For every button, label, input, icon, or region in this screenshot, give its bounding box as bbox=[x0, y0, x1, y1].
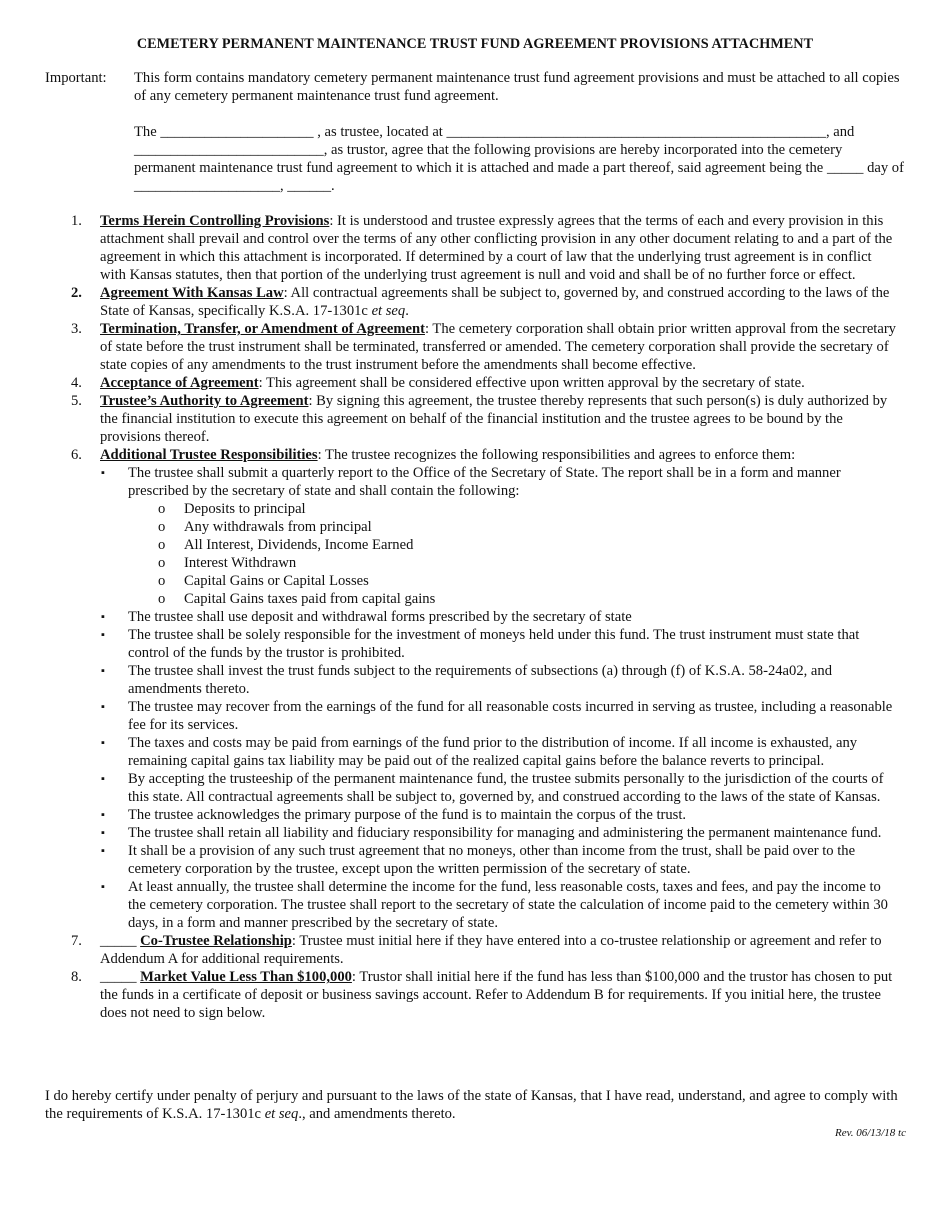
circle-bullet-icon: o bbox=[158, 519, 166, 535]
agreement-year-blank[interactable]: ______ bbox=[287, 178, 332, 194]
circle-bullet-icon: o bbox=[158, 591, 166, 607]
list-item: o Deposits to principal bbox=[158, 501, 306, 517]
provision-1 bbox=[0, 212, 900, 284]
list-item: ▪ The trustee shall use deposit and withdrawal forms prescribed by the secretary of state bbox=[101, 609, 632, 625]
provision-number: 1. bbox=[71, 213, 82, 229]
list-item: o All Interest, Dividends, Income Earned bbox=[158, 537, 414, 553]
circle-bullet-icon: o bbox=[158, 555, 166, 571]
provision-heading: Agreement With Kansas Law bbox=[100, 285, 284, 301]
square-bullet-icon: ▪ bbox=[101, 665, 105, 677]
co-trustee-initial-blank[interactable]: _____ bbox=[100, 933, 137, 949]
revision-note: Rev. 06/13/18 tc bbox=[835, 1127, 906, 1139]
provision-heading: Terms Herein Controlling Provisions bbox=[100, 213, 330, 229]
provision-text: : By signing this agreement, the trustee thereby represents that such person(s) is duly authorized by the financial institution to execute this agreement on behalf of the financial institution and the trustee agrees to be bound by the provisions thereof. bbox=[100, 393, 888, 445]
list-item: ▪ The taxes and costs may be paid from earnings of the fund prior to the distribution of income. If all income is exhausted, any remaining capital gains tax liability may be paid out of the realized capital gains before the balance reverts to principal. bbox=[101, 735, 858, 769]
agreement-month-blank[interactable]: ____________________ bbox=[134, 178, 280, 194]
certification-statement: I do hereby certify under penalty of perjury and pursuant to the laws of the state of Kansas, that I have read, understand, and agree to comply with the requirements of K.S.A. 17-1301c et seq., and amendments thereto. bbox=[45, 1088, 898, 1122]
circle-bullet-icon: o bbox=[158, 537, 166, 553]
provision-number: 7. bbox=[71, 933, 82, 949]
provision-6 bbox=[0, 446, 900, 932]
report-items-list bbox=[128, 500, 900, 608]
important-label: Important: bbox=[45, 70, 107, 86]
list-item: o Interest Withdrawn bbox=[158, 555, 297, 571]
et-seq-italic: et seq bbox=[371, 303, 406, 319]
provision-text: : The cemetery corporation shall obtain prior written approval from the secretary of state before the trust instrument shall be terminated, transferred or amended. The cemetery corporation shall provide the secretary of state copies of any amendments to the trust instrument before the amendments shall become effective. bbox=[100, 321, 896, 373]
provision-5 bbox=[0, 392, 900, 446]
provision-heading: Acceptance of Agreement bbox=[100, 375, 259, 391]
provisions-list bbox=[0, 212, 950, 1022]
list-item: ▪ It shall be a provision of any such trust agreement that no moneys, other than income from the trust, shall be paid over to the cemetery corporation by the trustee, except upon the written permission of the secretary of state. bbox=[101, 843, 856, 877]
square-bullet-icon: ▪ bbox=[101, 629, 105, 641]
provision-heading: Termination, Transfer, or Amendment of Agreement bbox=[100, 321, 425, 337]
market-value-initial-blank[interactable]: _____ bbox=[100, 969, 137, 985]
provision-8 bbox=[0, 968, 900, 1022]
provision-2: 2. Agreement With Kansas Law: All contractual agreements shall be subject to, governed by, and construed according to the laws of the State of Kansas, specifically K.S.A. 17-1301c et seq. bbox=[71, 285, 890, 319]
list-item: ▪ The trustee acknowledges the primary purpose of the fund is to maintain the corpus of the trust. bbox=[101, 807, 687, 823]
provision-heading: Market Value Less Than $100,000 bbox=[140, 969, 352, 985]
provision-number: 8. bbox=[71, 969, 82, 985]
provision-text: : The trustee recognizes the following responsibilities and agrees to enforce them: bbox=[317, 447, 796, 463]
list-item: ▪ The trustee shall be solely responsible for the investment of moneys held under this fund. The trust instrument must state that control of the funds by the trustor is prohibited. bbox=[101, 627, 860, 661]
square-bullet-icon: ▪ bbox=[101, 845, 105, 857]
provision-number: 3. bbox=[71, 321, 82, 337]
trustor-name-blank[interactable]: __________________________ bbox=[134, 142, 324, 158]
square-bullet-icon: ▪ bbox=[101, 701, 105, 713]
provision-text: : This agreement shall be considered effective upon written approval by the secretary of state. bbox=[258, 375, 805, 391]
square-bullet-icon: ▪ bbox=[101, 467, 105, 479]
list-item: ▪ The trustee may recover from the earnings of the fund for all reasonable costs incurred in serving as trustee, including a reasonable fee for its services. bbox=[101, 699, 893, 733]
square-bullet-icon: ▪ bbox=[101, 809, 105, 821]
circle-bullet-icon: o bbox=[158, 501, 166, 517]
provision-3 bbox=[0, 320, 900, 374]
provision-number: 5. bbox=[71, 393, 82, 409]
provision-text: : Trustor shall initial here if the fund has less than $100,000 and the trustor has chosen to put the funds in a certificate of deposit or business savings account. Refer to Addendum B for requirements. If you initial here, the trustee does not need to sign below. bbox=[100, 969, 893, 1021]
list-item: ▪ The trustee shall submit a quarterly report to the Office of the Secretary of State. The report shall be in a form and manner prescribed by the secretary of state and shall contain the following: o Deposits to principal o Any withdrawals from principal o All Interest, Dividends, Income Earned o Interest Withdrawn o Capital Gains or Capital Losses o Capital Gains taxes paid from capital gains bbox=[100, 464, 900, 608]
list-item: o Any withdrawals from principal bbox=[158, 519, 372, 535]
square-bullet-icon: ▪ bbox=[101, 881, 105, 893]
provision-7 bbox=[0, 932, 900, 968]
provision-number: 6. bbox=[71, 447, 82, 463]
trustee-name-blank[interactable]: _____________________ bbox=[160, 124, 314, 140]
square-bullet-icon: ▪ bbox=[101, 611, 105, 623]
provision-heading: Additional Trustee Responsibilities bbox=[100, 447, 318, 463]
list-item: o Capital Gains taxes paid from capital gains bbox=[158, 591, 436, 607]
document-title: CEMETERY PERMANENT MAINTENANCE TRUST FUND AGREEMENT PROVISIONS ATTACHMENT bbox=[136, 36, 814, 52]
provision-text: : Trustee must initial here if they have entered into a co-trustee relationship or agreement and refer to Addendum A for additional requirements. bbox=[100, 933, 882, 967]
provision-number: 4. bbox=[71, 375, 82, 391]
square-bullet-icon: ▪ bbox=[101, 737, 105, 749]
trustee-location-blank[interactable]: ____________________________________________________ bbox=[446, 124, 826, 140]
provision-text: : All contractual agreements shall be subject to, governed by, and construed according to the laws of the State of Kansas, specifically K.S.A. 17-1301c bbox=[100, 285, 890, 319]
responsibilities-list bbox=[100, 464, 900, 932]
circle-bullet-icon: o bbox=[158, 573, 166, 589]
important-text: This form contains mandatory cemetery permanent maintenance trust fund agreement provisions and must be attached to all copies of any cemetery permanent maintenance trust fund agreement. bbox=[134, 70, 900, 104]
list-item: o Capital Gains or Capital Losses bbox=[158, 573, 369, 589]
et-seq-italic: et seq bbox=[264, 1106, 299, 1122]
provision-text: : It is understood and trustee expressly agrees that the terms of each and every provision in this attachment shall prevail and control over the terms of any other conflicting provision in any other document relating to and a part of the agreement in which this attachment is incorporated. If determined by a court of law that the underlying trust agreement is in conflict with Kansas statutes, then that portion of the underlying trust agreement is null and void and shall be of no further force or effect. bbox=[100, 213, 893, 283]
list-item: ▪ By accepting the trusteeship of the permanent maintenance fund, the trustee submits personally to the jurisdiction of the courts of this state. All contractual agreements shall be subject to, governed by, and construed according to the laws of the state of Kansas. bbox=[101, 771, 884, 805]
trust-parties-paragraph: The _____________________ , as trustee, located at ____________________________________________________, and __________________________, as trustor, agree that the following provisions are hereby incorporated into the cemetery permanent maintenance trust fund agreement to which it is attached and made a part thereof, said agreement being the _____ day of ____________________, ______. bbox=[134, 124, 904, 194]
agreement-day-blank[interactable]: _____ bbox=[826, 160, 864, 176]
list-item: ▪ The trustee shall retain all liability and fiduciary responsibility for managing and administering the permanent maintenance fund. bbox=[101, 825, 882, 841]
provision-heading: Co-Trustee Relationship bbox=[140, 933, 292, 949]
list-item: ▪ At least annually, the trustee shall determine the income for the fund, less reasonable costs, taxes and fees, and pay the income to the cemetery corporation. The trustee shall report to the secretary of state the calculation of income paid to the cemetery within 30 days, in a form and manner prescribed by the secretary of state. bbox=[101, 879, 888, 931]
provision-number: 2. bbox=[71, 285, 82, 301]
square-bullet-icon: ▪ bbox=[101, 827, 105, 839]
provision-heading: Trustee’s Authority to Agreement bbox=[100, 393, 309, 409]
square-bullet-icon: ▪ bbox=[101, 773, 105, 785]
list-item: ▪ The trustee shall invest the trust funds subject to the requirements of subsections (a) through (f) of K.S.A. 58-24a02, and amendments thereto. bbox=[101, 663, 832, 697]
provision-4 bbox=[0, 374, 900, 392]
